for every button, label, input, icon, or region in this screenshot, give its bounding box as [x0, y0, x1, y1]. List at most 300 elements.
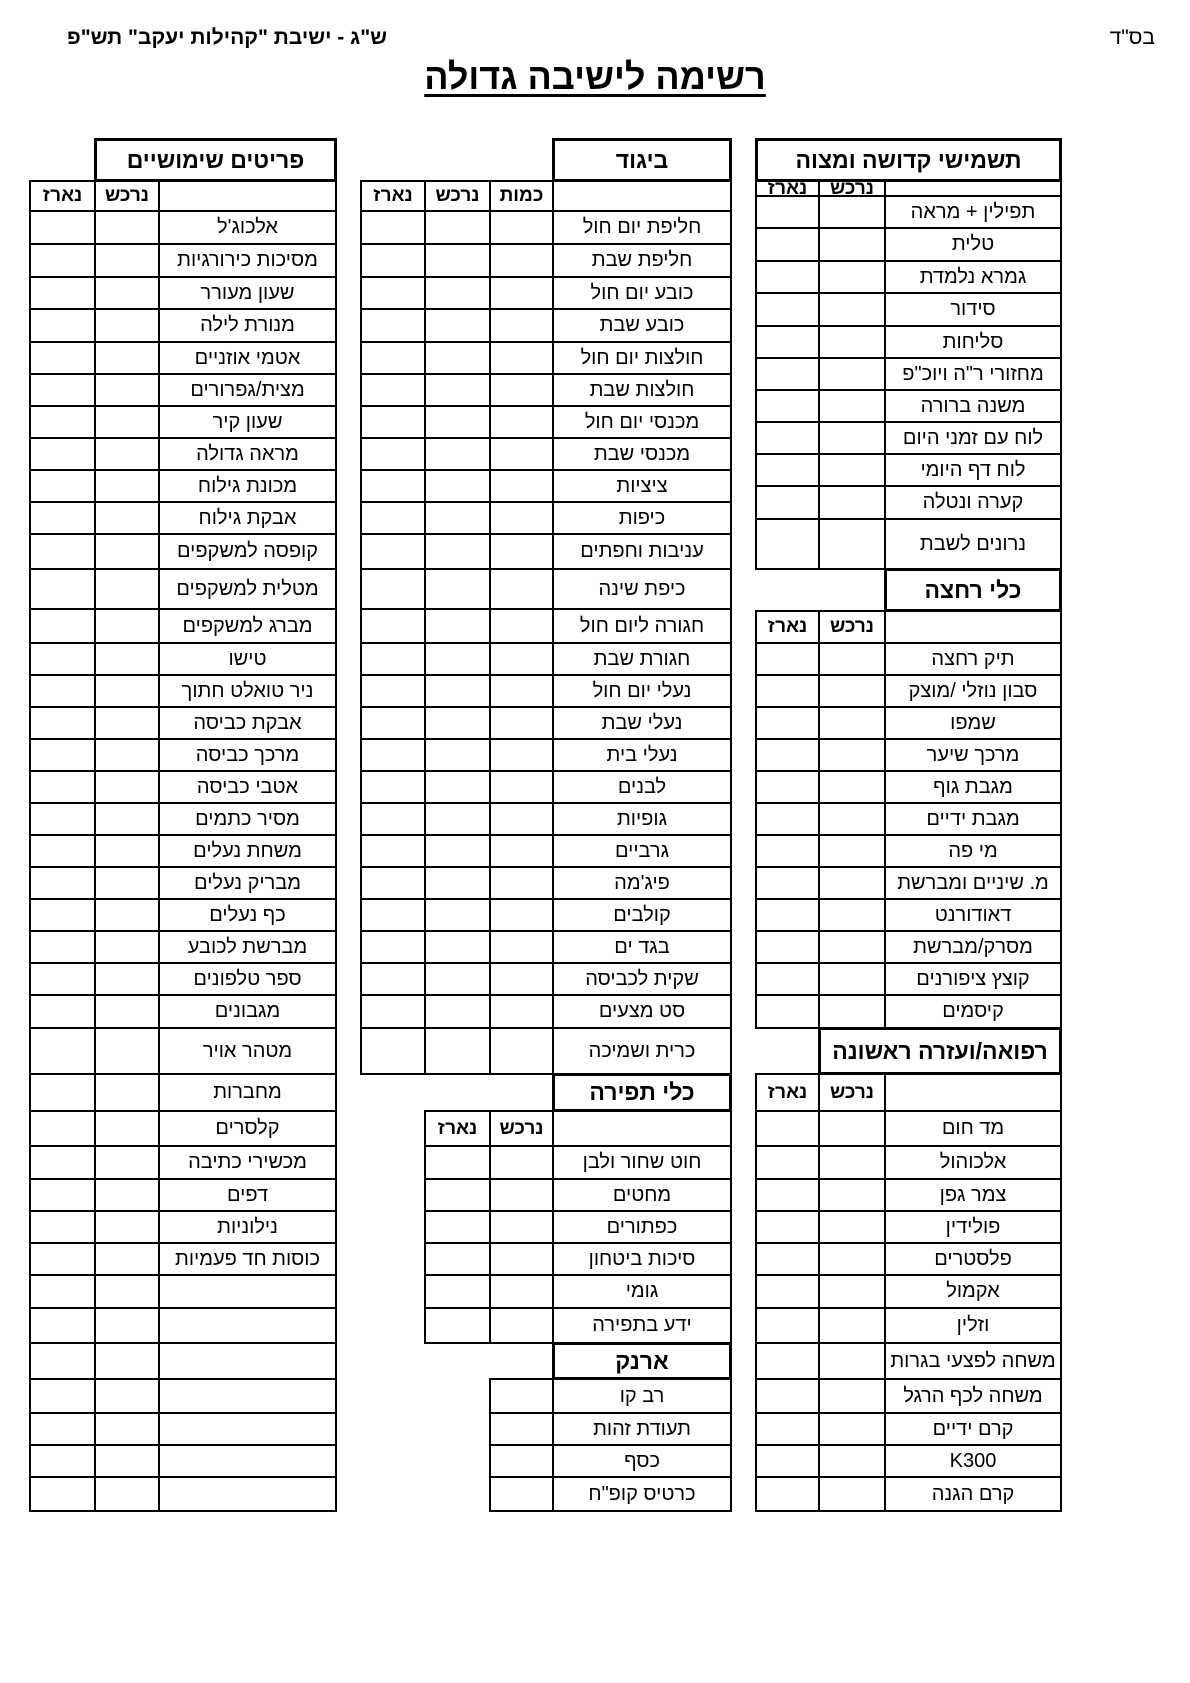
- shimushiim-boxed-checkbox[interactable]: [29, 276, 96, 310]
- shimushiim-packed-checkbox[interactable]: [94, 898, 160, 932]
- bigud-packed-checkbox[interactable]: [424, 501, 491, 535]
- shimushiim-packed-checkbox[interactable]: [94, 1307, 160, 1344]
- shimushiim-boxed-checkbox[interactable]: [29, 533, 96, 570]
- bigud-boxed-checkbox[interactable]: [360, 994, 426, 1029]
- bigud-boxed-checkbox[interactable]: [360, 568, 426, 610]
- shimushiim-item: מבריק נעלים: [158, 866, 337, 900]
- bigud-item: נעלי יום חול: [552, 674, 732, 708]
- bigud-packed-checkbox[interactable]: [424, 341, 491, 375]
- kedusha-boxed-checkbox[interactable]: [755, 389, 820, 423]
- page-title: רשימה לישיבה גדולה: [424, 56, 766, 97]
- shimushiim-item: מרכך כביסה: [158, 738, 337, 772]
- shimushiim-packed-checkbox[interactable]: [94, 706, 160, 740]
- refua-packed-checkbox[interactable]: [818, 1378, 886, 1414]
- shimushiim-boxed-checkbox[interactable]: [29, 608, 96, 644]
- tfira-boxed-column-header: נארז: [424, 1110, 491, 1147]
- rachatza-packed-checkbox[interactable]: [818, 930, 886, 964]
- shimushiim-packed-checkbox[interactable]: [94, 1274, 160, 1309]
- bigud-boxed-checkbox[interactable]: [360, 533, 426, 570]
- bigud-quantity-checkbox[interactable]: [489, 674, 554, 708]
- tfira-boxed-checkbox[interactable]: [424, 1274, 491, 1309]
- shimushiim-packed-checkbox[interactable]: [94, 1412, 160, 1446]
- bigud-packed-checkbox[interactable]: [424, 770, 491, 804]
- rachatza-section-title: כלי רחצה: [884, 568, 1062, 612]
- bigud-boxed-checkbox[interactable]: [360, 1027, 426, 1075]
- shimushiim-packed-checkbox[interactable]: [94, 642, 160, 676]
- bigud-item: נעלי שבת: [552, 706, 732, 740]
- bigud-quantity-checkbox[interactable]: [489, 738, 554, 772]
- rachatza-packed-checkbox[interactable]: [818, 642, 886, 676]
- shimushiim-packed-checkbox[interactable]: [94, 834, 160, 868]
- shimushiim-item: מכשירי כתיבה: [158, 1145, 337, 1180]
- rachatza-item: מגבת גוף: [884, 770, 1062, 804]
- shimushiim-packed-checkbox[interactable]: [94, 1242, 160, 1276]
- arnak-item: תעודת זהות: [552, 1412, 732, 1446]
- shimushiim-packed-checkbox[interactable]: [94, 1210, 160, 1244]
- shimushiim-packed-checkbox[interactable]: [94, 243, 160, 278]
- rachatza-boxed-checkbox[interactable]: [755, 866, 820, 900]
- tfira-packed-checkbox[interactable]: [489, 1210, 554, 1244]
- rachatza-boxed-checkbox[interactable]: [755, 770, 820, 804]
- shimushiim-packed-checkbox[interactable]: [94, 437, 160, 471]
- shimushiim-boxed-checkbox[interactable]: [29, 1274, 96, 1309]
- kedusha-packed-checkbox[interactable]: [818, 357, 886, 391]
- bigud-packed-checkbox[interactable]: [424, 469, 491, 503]
- shimushiim-item: [158, 1444, 337, 1478]
- shimushiim-boxed-checkbox[interactable]: [29, 1476, 96, 1512]
- bigud-item: מכנסי יום חול: [552, 405, 732, 439]
- bigud-quantity-checkbox[interactable]: [489, 210, 554, 245]
- shimushiim-packed-checkbox[interactable]: [94, 1178, 160, 1212]
- shimushiim-boxed-checkbox[interactable]: [29, 1307, 96, 1344]
- refua-packed-checkbox[interactable]: [818, 1476, 886, 1512]
- shimushiim-packed-checkbox[interactable]: [94, 533, 160, 570]
- bigud-packed-checkbox[interactable]: [424, 642, 491, 676]
- shimushiim-boxed-checkbox[interactable]: [29, 437, 96, 471]
- tfira-packed-checkbox[interactable]: [489, 1307, 554, 1344]
- shimushiim-item: מברשת לכובע: [158, 930, 337, 964]
- arnak-checkbox[interactable]: [489, 1378, 554, 1414]
- bigud-quantity-checkbox[interactable]: [489, 608, 554, 644]
- bigud-quantity-checkbox[interactable]: [489, 898, 554, 932]
- bigud-item: חגורת שבת: [552, 642, 732, 676]
- arnak-checkbox[interactable]: [489, 1412, 554, 1446]
- bigud-packed-checkbox[interactable]: [424, 674, 491, 708]
- arnak-checkbox[interactable]: [489, 1444, 554, 1478]
- shimushiim-item: [158, 1274, 337, 1309]
- kedusha-packed-checkbox[interactable]: [818, 518, 886, 570]
- shimushiim-item: מצית/גפרורים: [158, 373, 337, 407]
- refua-item: קרם ידיים: [884, 1412, 1062, 1446]
- shimushiim-boxed-checkbox[interactable]: [29, 994, 96, 1029]
- bigud-quantity-checkbox[interactable]: [489, 706, 554, 740]
- refua-boxed-checkbox[interactable]: [755, 1412, 820, 1446]
- shimushiim-packed-checkbox[interactable]: [94, 341, 160, 375]
- bigud-packed-checkbox[interactable]: [424, 373, 491, 407]
- rachatza-packed-checkbox[interactable]: [818, 802, 886, 836]
- shimushiim-boxed-checkbox[interactable]: [29, 210, 96, 245]
- bigud-packed-checkbox[interactable]: [424, 568, 491, 610]
- refua-packed-checkbox[interactable]: [818, 1274, 886, 1309]
- kedusha-packed-checkbox[interactable]: [818, 292, 886, 327]
- refua-item: צמר גפן: [884, 1178, 1062, 1212]
- refua-item: קרם הגנה: [884, 1476, 1062, 1512]
- shimushiim-packed-checkbox[interactable]: [94, 373, 160, 407]
- arnak-item: רב קו: [552, 1378, 732, 1414]
- shimushiim-boxed-checkbox[interactable]: [29, 866, 96, 900]
- bigud-packed-checkbox[interactable]: [424, 706, 491, 740]
- shimushiim-boxed-checkbox[interactable]: [29, 1145, 96, 1180]
- tfira-packed-checkbox[interactable]: [489, 1274, 554, 1309]
- rachatza-boxed-checkbox[interactable]: [755, 674, 820, 708]
- shimushiim-packed-checkbox[interactable]: [94, 405, 160, 439]
- shimushiim-packed-checkbox[interactable]: [94, 1378, 160, 1414]
- kedusha-packed-checkbox[interactable]: [818, 325, 886, 359]
- bigud-quantity-checkbox[interactable]: [489, 802, 554, 836]
- bigud-boxed-checkbox[interactable]: [360, 308, 426, 343]
- bigud-boxed-checkbox[interactable]: [360, 674, 426, 708]
- bigud-boxed-checkbox[interactable]: [360, 243, 426, 278]
- shimushiim-packed-checkbox[interactable]: [94, 930, 160, 964]
- tfira-boxed-checkbox[interactable]: [424, 1145, 491, 1180]
- shimushiim-packed-checkbox[interactable]: [94, 1342, 160, 1380]
- bigud-packed-checkbox[interactable]: [424, 994, 491, 1029]
- shimushiim-boxed-checkbox[interactable]: [29, 1412, 96, 1446]
- shimushiim-boxed-checkbox[interactable]: [29, 834, 96, 868]
- shimushiim-packed-checkbox[interactable]: [94, 994, 160, 1029]
- bigud-packed-checkbox[interactable]: [424, 802, 491, 836]
- bigud-boxed-checkbox[interactable]: [360, 738, 426, 772]
- refua-item: משחה לכף הרגל: [884, 1378, 1062, 1414]
- bigud-quantity-checkbox[interactable]: [489, 308, 554, 343]
- refua-boxed-checkbox[interactable]: [755, 1274, 820, 1309]
- rachatza-boxed-checkbox[interactable]: [755, 930, 820, 964]
- shimushiim-boxed-checkbox[interactable]: [29, 501, 96, 535]
- tfira-item: סיכות ביטחון: [552, 1242, 732, 1276]
- shimushiim-packed-checkbox[interactable]: [94, 210, 160, 245]
- kedusha-boxed-checkbox[interactable]: [755, 227, 820, 262]
- shimushiim-packed-checkbox[interactable]: [94, 1027, 160, 1075]
- shimushiim-header-spacer: [158, 180, 337, 212]
- refua-packed-column-header: נרכש: [818, 1073, 886, 1112]
- refua-packed-checkbox[interactable]: [818, 1412, 886, 1446]
- shimushiim-boxed-checkbox[interactable]: [29, 1027, 96, 1075]
- rachatza-packed-checkbox[interactable]: [818, 898, 886, 932]
- bigud-boxed-checkbox[interactable]: [360, 770, 426, 804]
- bigud-quantity-checkbox[interactable]: [489, 994, 554, 1029]
- bigud-item: סט מצעים: [552, 994, 732, 1029]
- refua-boxed-checkbox[interactable]: [755, 1110, 820, 1147]
- shimushiim-item: נילוניות: [158, 1210, 337, 1244]
- bigud-quantity-checkbox[interactable]: [489, 568, 554, 610]
- shimushiim-item: מסיכות כירורגיות: [158, 243, 337, 278]
- kedusha-packed-checkbox[interactable]: [818, 453, 886, 487]
- bigud-boxed-column-header: נארז: [360, 180, 426, 212]
- shimushiim-boxed-checkbox[interactable]: [29, 930, 96, 964]
- bigud-packed-checkbox[interactable]: [424, 308, 491, 343]
- rachatza-boxed-checkbox[interactable]: [755, 642, 820, 676]
- bigud-boxed-checkbox[interactable]: [360, 642, 426, 676]
- rachatza-item: מסרק/מברשת: [884, 930, 1062, 964]
- bigud-packed-checkbox[interactable]: [424, 738, 491, 772]
- kedusha-boxed-checkbox[interactable]: [755, 292, 820, 327]
- bigud-packed-checkbox[interactable]: [424, 437, 491, 471]
- rachatza-packed-checkbox[interactable]: [818, 994, 886, 1029]
- refua-packed-checkbox[interactable]: [818, 1242, 886, 1276]
- bigud-packed-checkbox[interactable]: [424, 962, 491, 996]
- refua-packed-checkbox[interactable]: [818, 1210, 886, 1244]
- refua-boxed-checkbox[interactable]: [755, 1342, 820, 1380]
- kedusha-packed-checkbox[interactable]: [818, 227, 886, 262]
- shimushiim-boxed-checkbox[interactable]: [29, 642, 96, 676]
- tfira-boxed-checkbox[interactable]: [424, 1210, 491, 1244]
- shimushiim-packed-checkbox[interactable]: [94, 568, 160, 610]
- bigud-quantity-checkbox[interactable]: [489, 373, 554, 407]
- bigud-boxed-checkbox[interactable]: [360, 608, 426, 644]
- tfira-packed-checkbox[interactable]: [489, 1242, 554, 1276]
- refua-boxed-checkbox[interactable]: [755, 1307, 820, 1344]
- bigud-boxed-checkbox[interactable]: [360, 469, 426, 503]
- shimushiim-boxed-checkbox[interactable]: [29, 1342, 96, 1380]
- bigud-packed-checkbox[interactable]: [424, 276, 491, 310]
- bigud-quantity-checkbox[interactable]: [489, 276, 554, 310]
- kedusha-packed-checkbox[interactable]: [818, 421, 886, 455]
- shimushiim-packed-checkbox[interactable]: [94, 866, 160, 900]
- refua-boxed-column-header: נארז: [755, 1073, 820, 1112]
- tfira-packed-column-header: נרכש: [489, 1110, 554, 1147]
- refua-boxed-checkbox[interactable]: [755, 1444, 820, 1478]
- tfira-boxed-checkbox[interactable]: [424, 1178, 491, 1212]
- refua-packed-checkbox[interactable]: [818, 1110, 886, 1147]
- shimushiim-boxed-checkbox[interactable]: [29, 1110, 96, 1147]
- refua-boxed-checkbox[interactable]: [755, 1145, 820, 1180]
- kedusha-packed-checkbox[interactable]: [818, 195, 886, 229]
- rachatza-packed-checkbox[interactable]: [818, 834, 886, 868]
- refua-boxed-checkbox[interactable]: [755, 1178, 820, 1212]
- bigud-quantity-checkbox[interactable]: [489, 533, 554, 570]
- bigud-packed-checkbox[interactable]: [424, 608, 491, 644]
- bigud-boxed-checkbox[interactable]: [360, 930, 426, 964]
- shimushiim-boxed-checkbox[interactable]: [29, 1444, 96, 1478]
- rachatza-boxed-checkbox[interactable]: [755, 962, 820, 996]
- kedusha-item: משנה ברורה: [884, 389, 1062, 423]
- bigud-quantity-checkbox[interactable]: [489, 243, 554, 278]
- rachatza-boxed-checkbox[interactable]: [755, 802, 820, 836]
- bigud-boxed-checkbox[interactable]: [360, 802, 426, 836]
- shimushiim-boxed-checkbox[interactable]: [29, 770, 96, 804]
- bigud-packed-checkbox[interactable]: [424, 834, 491, 868]
- rachatza-packed-checkbox[interactable]: [818, 962, 886, 996]
- rachatza-item: מגבת ידיים: [884, 802, 1062, 836]
- bigud-quantity-checkbox[interactable]: [489, 770, 554, 804]
- tfira-boxed-checkbox[interactable]: [424, 1307, 491, 1344]
- bigud-packed-checkbox[interactable]: [424, 930, 491, 964]
- shimushiim-packed-checkbox[interactable]: [94, 1110, 160, 1147]
- bigud-boxed-checkbox[interactable]: [360, 898, 426, 932]
- bigud-boxed-checkbox[interactable]: [360, 341, 426, 375]
- refua-packed-checkbox[interactable]: [818, 1342, 886, 1380]
- rachatza-packed-checkbox[interactable]: [818, 738, 886, 772]
- shimushiim-boxed-column-header: נארז: [29, 180, 96, 212]
- tfira-packed-checkbox[interactable]: [489, 1178, 554, 1212]
- bigud-packed-checkbox[interactable]: [424, 866, 491, 900]
- refua-boxed-checkbox[interactable]: [755, 1476, 820, 1512]
- bigud-boxed-checkbox[interactable]: [360, 866, 426, 900]
- kedusha-boxed-checkbox[interactable]: [755, 357, 820, 391]
- shimushiim-boxed-checkbox[interactable]: [29, 802, 96, 836]
- rachatza-packed-checkbox[interactable]: [818, 706, 886, 740]
- shimushiim-boxed-checkbox[interactable]: [29, 469, 96, 503]
- bigud-packed-checkbox[interactable]: [424, 1027, 491, 1075]
- bigud-boxed-checkbox[interactable]: [360, 405, 426, 439]
- bigud-quantity-checkbox[interactable]: [489, 834, 554, 868]
- shimushiim-packed-checkbox[interactable]: [94, 738, 160, 772]
- kedusha-item: מחזורי ר"ה ויוכ"פ: [884, 357, 1062, 391]
- shimushiim-item: מחברות: [158, 1073, 337, 1112]
- bigud-quantity-checkbox[interactable]: [489, 1027, 554, 1075]
- shimushiim-item: [158, 1342, 337, 1380]
- shimushiim-packed-checkbox[interactable]: [94, 1145, 160, 1180]
- rachatza-packed-checkbox[interactable]: [818, 674, 886, 708]
- shimushiim-boxed-checkbox[interactable]: [29, 373, 96, 407]
- bigud-quantity-checkbox[interactable]: [489, 501, 554, 535]
- refua-packed-checkbox[interactable]: [818, 1307, 886, 1344]
- kedusha-item: טלית: [884, 227, 1062, 262]
- bigud-quantity-checkbox[interactable]: [489, 469, 554, 503]
- shimushiim-packed-checkbox[interactable]: [94, 674, 160, 708]
- refua-packed-checkbox[interactable]: [818, 1145, 886, 1180]
- refua-packed-checkbox[interactable]: [818, 1178, 886, 1212]
- shimushiim-packed-checkbox[interactable]: [94, 608, 160, 644]
- bigud-boxed-checkbox[interactable]: [360, 706, 426, 740]
- bigud-packed-checkbox[interactable]: [424, 405, 491, 439]
- shimushiim-boxed-checkbox[interactable]: [29, 1073, 96, 1112]
- bigud-item: חליפת יום חול: [552, 210, 732, 245]
- refua-boxed-checkbox[interactable]: [755, 1378, 820, 1414]
- shimushiim-boxed-checkbox[interactable]: [29, 341, 96, 375]
- shimushiim-item: מברג למשקפים: [158, 608, 337, 644]
- bigud-quantity-checkbox[interactable]: [489, 930, 554, 964]
- kedusha-boxed-checkbox[interactable]: [755, 421, 820, 455]
- bigud-packed-checkbox[interactable]: [424, 533, 491, 570]
- shimushiim-item: אבקת כביסה: [158, 706, 337, 740]
- shimushiim-boxed-checkbox[interactable]: [29, 308, 96, 343]
- bigud-item: חולצות יום חול: [552, 341, 732, 375]
- shimushiim-boxed-checkbox[interactable]: [29, 1242, 96, 1276]
- bigud-quantity-checkbox[interactable]: [489, 341, 554, 375]
- bigud-boxed-checkbox[interactable]: [360, 210, 426, 245]
- shimushiim-boxed-checkbox[interactable]: [29, 243, 96, 278]
- refua-packed-checkbox[interactable]: [818, 1444, 886, 1478]
- shimushiim-packed-checkbox[interactable]: [94, 501, 160, 535]
- tfira-boxed-checkbox[interactable]: [424, 1242, 491, 1276]
- rachatza-boxed-checkbox[interactable]: [755, 706, 820, 740]
- shimushiim-boxed-checkbox[interactable]: [29, 1378, 96, 1414]
- refua-boxed-checkbox[interactable]: [755, 1210, 820, 1244]
- kedusha-boxed-checkbox[interactable]: [755, 325, 820, 359]
- refua-item: משחה לפצעי בגרות: [884, 1342, 1062, 1380]
- rachatza-item: דאודורנט: [884, 898, 1062, 932]
- bigud-boxed-checkbox[interactable]: [360, 501, 426, 535]
- tfira-packed-checkbox[interactable]: [489, 1145, 554, 1180]
- shimushiim-packed-checkbox[interactable]: [94, 1444, 160, 1478]
- bigud-header-spacer: [552, 180, 732, 212]
- kedusha-boxed-checkbox[interactable]: [755, 260, 820, 294]
- bigud-item: בגד ים: [552, 930, 732, 964]
- shimushiim-packed-checkbox[interactable]: [94, 962, 160, 996]
- rachatza-boxed-checkbox[interactable]: [755, 994, 820, 1029]
- rachatza-packed-checkbox[interactable]: [818, 866, 886, 900]
- shimushiim-packed-checkbox[interactable]: [94, 802, 160, 836]
- kedusha-section-title: תשמישי קדושה ומצוה: [755, 138, 1062, 182]
- shimushiim-packed-checkbox[interactable]: [94, 1476, 160, 1512]
- shimushiim-boxed-checkbox[interactable]: [29, 962, 96, 996]
- kedusha-boxed-checkbox[interactable]: [755, 453, 820, 487]
- rachatza-item: סבון נוזלי /מוצק: [884, 674, 1062, 708]
- bigud-quantity-checkbox[interactable]: [489, 866, 554, 900]
- bigud-boxed-checkbox[interactable]: [360, 962, 426, 996]
- rachatza-boxed-checkbox[interactable]: [755, 738, 820, 772]
- kedusha-boxed-checkbox[interactable]: [755, 195, 820, 229]
- shimushiim-packed-checkbox[interactable]: [94, 276, 160, 310]
- kedusha-boxed-checkbox[interactable]: [755, 485, 820, 520]
- bigud-quantity-checkbox[interactable]: [489, 405, 554, 439]
- kedusha-item: סליחות: [884, 325, 1062, 359]
- kedusha-boxed-column-header: נארז: [755, 180, 820, 197]
- rachatza-boxed-checkbox[interactable]: [755, 834, 820, 868]
- bigud-item: פיג'מה: [552, 866, 732, 900]
- shimushiim-packed-checkbox[interactable]: [94, 1073, 160, 1112]
- bigud-section-title: ביגוד: [552, 138, 732, 182]
- bigud-boxed-checkbox[interactable]: [360, 276, 426, 310]
- rachatza-item: תיק רחצה: [884, 642, 1062, 676]
- rachatza-packed-checkbox[interactable]: [818, 770, 886, 804]
- shimushiim-boxed-checkbox[interactable]: [29, 738, 96, 772]
- bigud-quantity-checkbox[interactable]: [489, 642, 554, 676]
- shimushiim-item: ספר טלפונים: [158, 962, 337, 996]
- arnak-section-title: ארנק: [552, 1342, 732, 1380]
- kedusha-packed-checkbox[interactable]: [818, 485, 886, 520]
- bigud-quantity-checkbox[interactable]: [489, 962, 554, 996]
- shimushiim-packed-checkbox[interactable]: [94, 469, 160, 503]
- shimushiim-packed-checkbox[interactable]: [94, 308, 160, 343]
- shimushiim-boxed-checkbox[interactable]: [29, 674, 96, 708]
- shimushiim-boxed-checkbox[interactable]: [29, 568, 96, 610]
- bigud-packed-checkbox[interactable]: [424, 898, 491, 932]
- shimushiim-boxed-checkbox[interactable]: [29, 898, 96, 932]
- shimushiim-boxed-checkbox[interactable]: [29, 1178, 96, 1212]
- shimushiim-boxed-checkbox[interactable]: [29, 1210, 96, 1244]
- bigud-boxed-checkbox[interactable]: [360, 834, 426, 868]
- refua-item: אקמול: [884, 1274, 1062, 1309]
- shimushiim-packed-checkbox[interactable]: [94, 770, 160, 804]
- arnak-checkbox[interactable]: [489, 1476, 554, 1512]
- bigud-item: כיפת שינה: [552, 568, 732, 610]
- kedusha-packed-checkbox[interactable]: [818, 389, 886, 423]
- shimushiim-boxed-checkbox[interactable]: [29, 405, 96, 439]
- rachatza-item: מ. שיניים ומברשת: [884, 866, 1062, 900]
- bigud-boxed-checkbox[interactable]: [360, 373, 426, 407]
- bigud-packed-checkbox[interactable]: [424, 243, 491, 278]
- bigud-boxed-checkbox[interactable]: [360, 437, 426, 471]
- shimushiim-boxed-checkbox[interactable]: [29, 706, 96, 740]
- kedusha-boxed-checkbox[interactable]: [755, 518, 820, 570]
- refua-boxed-checkbox[interactable]: [755, 1242, 820, 1276]
- bigud-packed-checkbox[interactable]: [424, 210, 491, 245]
- rachatza-boxed-checkbox[interactable]: [755, 898, 820, 932]
- kedusha-packed-checkbox[interactable]: [818, 260, 886, 294]
- bigud-quantity-checkbox[interactable]: [489, 437, 554, 471]
